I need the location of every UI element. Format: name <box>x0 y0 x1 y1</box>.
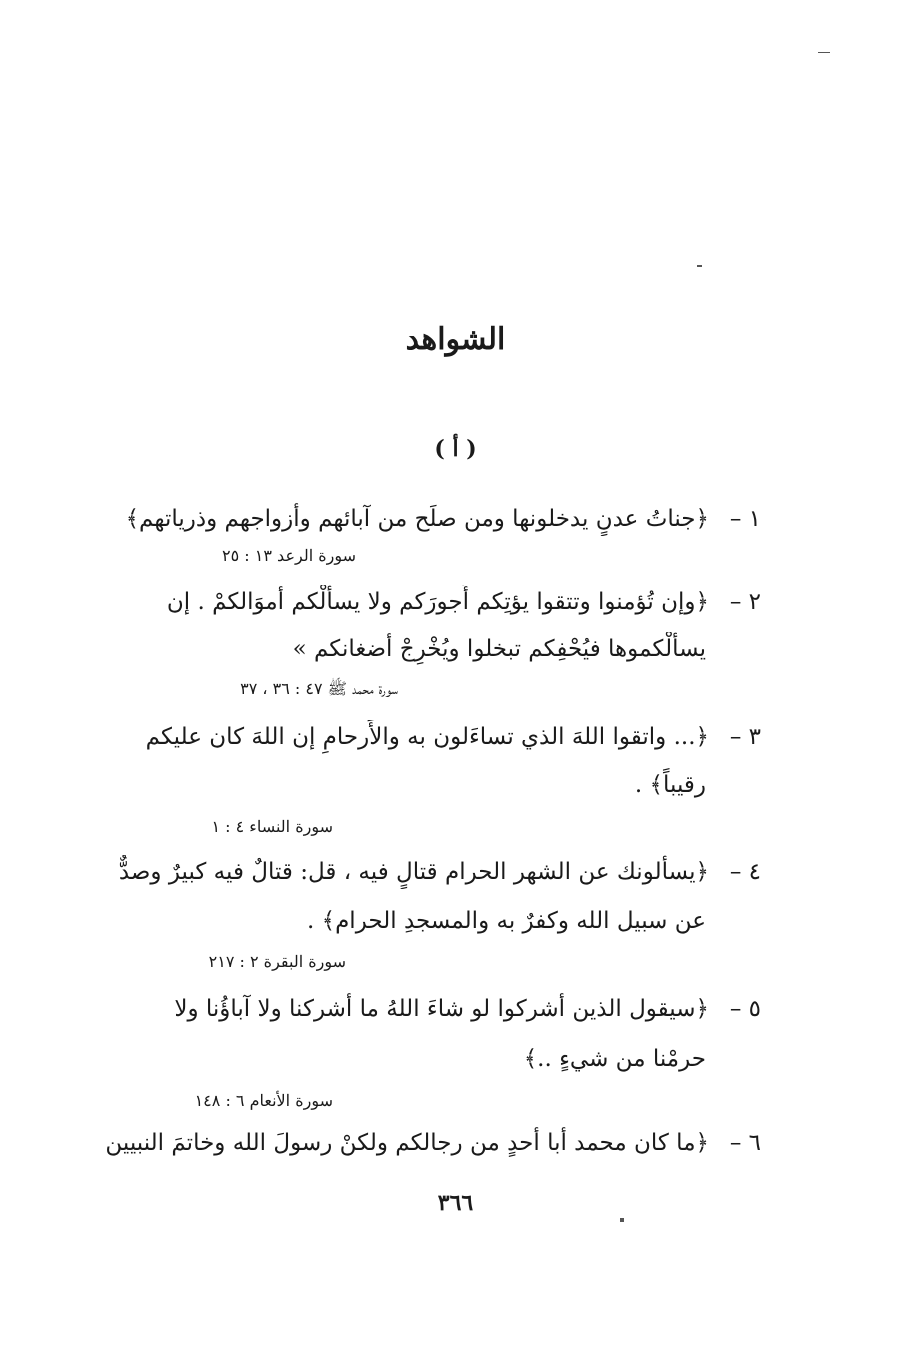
page-number: ٣٦٦ <box>437 1190 474 1216</box>
scan-speck <box>818 52 830 53</box>
entry-6-line-1 <box>101 1126 761 1160</box>
entry-2-source: سورة محمد ﷺ ٤٧ : ٣٦ ، ٣٧ <box>240 679 398 698</box>
scan-speck <box>697 265 702 267</box>
entry-3-text-2: رقيباً﴾ . <box>634 772 706 798</box>
entry-1-number: ١ – <box>729 506 761 532</box>
entry-2-text-1: ﴿وإن تُؤمنوا وتتقوا يؤتِكم أُجورَكم ولا يسألْكم أموَالكمْ . إن <box>166 589 709 615</box>
entry-5-number: ٥ – <box>729 996 761 1022</box>
entry-2-number: ٢ – <box>729 589 761 615</box>
entry-4-line-1 <box>101 855 761 889</box>
entry-5-text-1: ﴿سيقول الذين أشركوا لو شاءَ اللهُ ما أشركنا ولا آباؤُنا ولا <box>174 996 709 1022</box>
entry-4-text-2: عن سبيل الله وكفرٌ به والمسجدِ الحرام﴾ . <box>306 908 706 934</box>
entry-3-text-1: ﴿... واتقوا اللهَ الذي تساءَلون به والأَرحامِ إن اللهَ كان عليكم <box>145 724 709 750</box>
entry-6-number: ٦ – <box>729 1130 761 1156</box>
entry-5-line-1 <box>101 992 761 1026</box>
entry-4-text-1: ﴿يسأَلونك عن الشهر الحرام قتالٍ فيه ، قل: قتالٌ فيه كبيرٌ وصدٌّ <box>118 859 709 885</box>
section-heading: ( أ ) <box>434 436 477 462</box>
entry-1-line-1 <box>101 502 761 536</box>
entry-2-text-2: يسألْكموها فيُحْفِكم تبخلوا ويُخْرِجْ أضغانكم » <box>292 636 706 662</box>
page-title: الشواهد <box>405 322 506 357</box>
entry-3-number: ٣ – <box>729 724 761 750</box>
entry-6-text-1: ﴿ما كان محمد أبا أحدٍ من رجالكم ولكنْ رسولَ الله وخاتمَ النبيين <box>105 1130 709 1156</box>
entry-4-source: سورة البقرة ٢ : ٢١٧ <box>208 952 346 971</box>
entry-1-text: ﴿جناتُ عدنٍ يدخلونها ومن صلَح من آبائهم وأزواجهم وذرياتهم﴾ <box>125 506 709 532</box>
entry-5-text-2: حرمْنا من شيءٍ ..﴾ <box>523 1046 706 1072</box>
entry-3-line-1 <box>101 720 761 754</box>
scan-speck <box>620 1218 624 1222</box>
entry-5-source: سورة الأنعام ٦ : ١٤٨ <box>194 1091 333 1110</box>
entry-1-source: سورة الرعد ١٣ : ٢٥ <box>222 546 356 565</box>
entry-2-line-1 <box>101 585 761 619</box>
entry-3-source: سورة النساء ٤ : ١ <box>211 817 333 836</box>
entry-4-number: ٤ – <box>729 859 761 885</box>
